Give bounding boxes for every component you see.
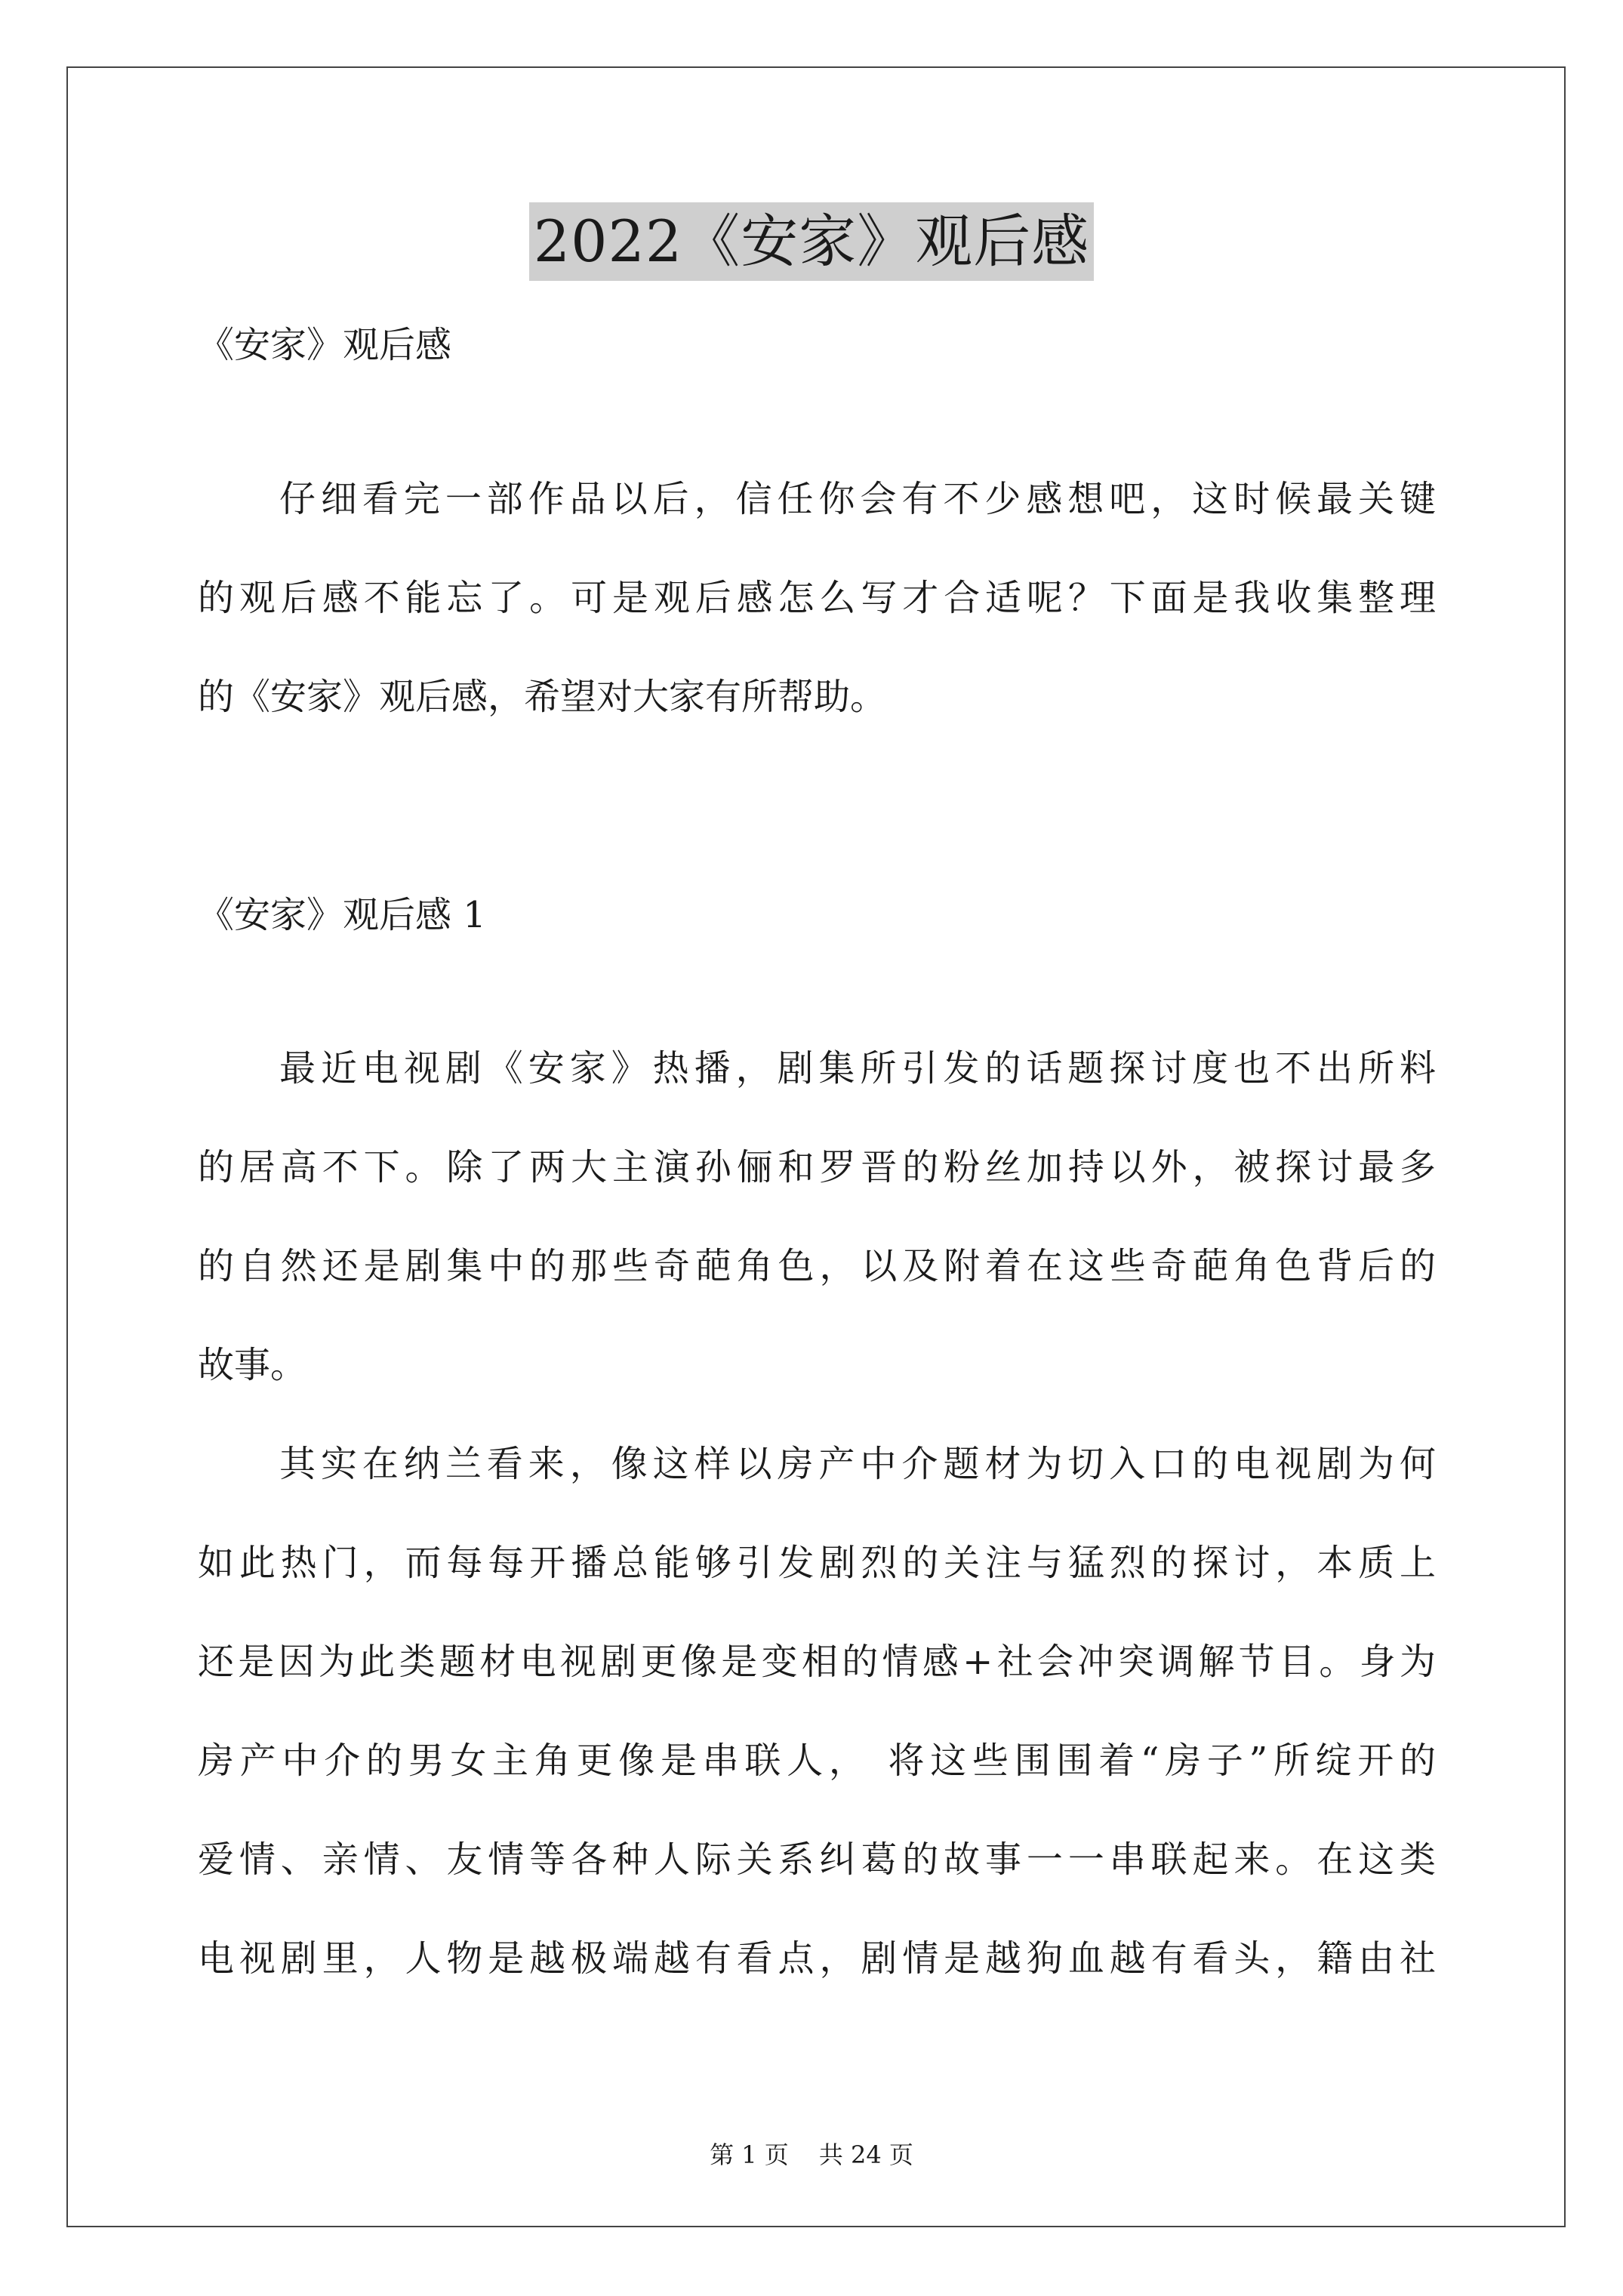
document-title: 2022《安家》观后感 bbox=[529, 202, 1094, 281]
paragraph-line: 如此热门，而每每开播总能够引发剧烈的关注与猛烈的探讨，本质上 bbox=[198, 1542, 1436, 1584]
paragraph-line: 的自然还是剧集中的那些奇葩角色，以及附着在这些奇葩角色背后的 bbox=[198, 1245, 1436, 1287]
paragraph-line: 其实在纳兰看来，像这样以房产中介题材为切入口的电视剧为何 bbox=[279, 1443, 1436, 1485]
paragraph-line: 的居高不下。除了两大主演孙俪和罗晋的粉丝加持以外，被探讨最多 bbox=[198, 1146, 1436, 1188]
paragraph-line: 的《安家》观后感，希望对大家有所帮助。 bbox=[198, 676, 887, 718]
paragraph-line: 故事。 bbox=[198, 1344, 307, 1386]
paragraph-2 bbox=[198, 1415, 1436, 2008]
section-heading: 《安家》观后感 1 bbox=[198, 894, 486, 936]
paragraph-line: 的观后感不能忘了。可是观后感怎么写才合适呢？下面是我收集整理 bbox=[198, 577, 1436, 619]
paragraph-line: 最近电视剧《安家》热播，剧集所引发的话题探讨度也不出所料 bbox=[279, 1047, 1436, 1089]
page-footer bbox=[0, 2140, 1623, 2170]
paragraph-line: 仔细看完一部作品以后，信任你会有不少感想吧，这时候最关键 bbox=[279, 478, 1436, 520]
paragraph-line: 电视剧里，人物是越极端越有看点，剧情是越狗血越有看头，籍由社 bbox=[198, 1937, 1436, 1980]
intro-paragraph bbox=[198, 450, 1436, 747]
page-total: 共 24 页 bbox=[818, 2140, 913, 2169]
document-subtitle: 《安家》观后感 bbox=[198, 324, 452, 366]
paragraph-line: 房产中介的男女主角更像是串联人， 将这些围围着“房子”所绽开的 bbox=[198, 1740, 1436, 1782]
paragraph-line: 还是因为此类题材电视剧更像是变相的情感+社会冲突调解节目。身为 bbox=[198, 1641, 1436, 1683]
page-number: 第 1 页 bbox=[710, 2140, 789, 2169]
title-wrap bbox=[0, 202, 1623, 281]
paragraph-line: 爱情、亲情、友情等各种人际关系纠葛的故事一一串联起来。在这类 bbox=[198, 1838, 1436, 1881]
paragraph-1 bbox=[198, 1019, 1436, 1415]
